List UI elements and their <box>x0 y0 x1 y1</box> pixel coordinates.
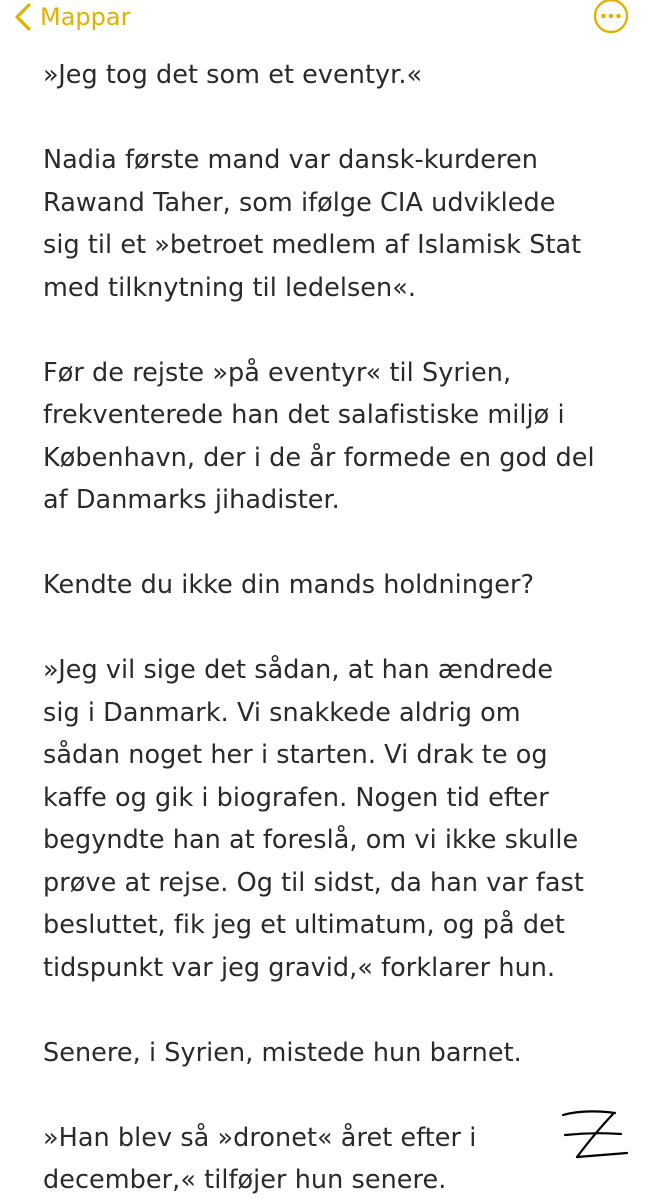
back-label: Mappar <box>40 3 131 31</box>
note-text-line: frekventerede han det salafistiske miljø i <box>43 400 565 430</box>
note-body[interactable] <box>43 54 643 1200</box>
navigation-bar <box>0 0 662 40</box>
note-paragraph <box>43 564 643 607</box>
handwritten-mark <box>555 1105 635 1169</box>
note-text-line: Før de rejste »på eventyr« til Syrien, <box>43 357 512 388</box>
ellipsis-circle-icon <box>593 0 629 34</box>
note-text-line: med tilknytning til ledelsen«. <box>43 272 417 303</box>
note-text-line: sig til et »betroet medlem af Islamisk Stat <box>43 230 582 260</box>
note-text-line: af Danmarks jihadister. <box>43 485 340 515</box>
more-options-button[interactable] <box>593 0 629 34</box>
note-text-line: »Jeg vil sige det sådan, at han ændrede <box>43 655 554 685</box>
note-text-line: Kendte du ikke din mands holdninger? <box>43 570 535 600</box>
back-button[interactable] <box>14 0 130 36</box>
note-text-line: »Jeg tog det som et eventyr.« <box>43 60 423 90</box>
note-text-line: sådan noget her i starten. Vi drak te og <box>43 740 548 770</box>
note-text-line: »Han blev så »dronet« året efter i <box>43 1122 477 1153</box>
note-paragraph <box>43 54 643 97</box>
note-text-line: tidspunkt var jeg gravid,« forklarer hun. <box>43 952 556 983</box>
chevron-left-icon <box>14 2 32 32</box>
note-text-line: december,« tilføjer hun senere. <box>43 1165 447 1195</box>
note-text-line: sig i Danmark. Vi snakkede aldrig om <box>43 697 521 728</box>
note-text-line: Rawand Taher, som ifølge CIA udviklede <box>43 187 556 218</box>
note-text-line: prøve at rejse. Og til sidst, da han var fast <box>43 867 584 898</box>
note-text-line: Nadia første mand var dansk-kurderen <box>43 145 538 175</box>
note-text-line: kaffe og gik i biografen. Nogen tid efter <box>43 782 549 813</box>
note-text-line: begyndte han at foreslå, om vi ikke skulle <box>43 825 579 855</box>
note-text-line: København, der i de år formede en god del <box>43 442 595 473</box>
note-paragraph <box>43 139 643 309</box>
note-text-line: Senere, i Syrien, mistede hun barnet. <box>43 1037 522 1068</box>
note-paragraph <box>43 352 643 522</box>
note-text-line: besluttet, fik jeg et ultimatum, og på det <box>43 910 565 940</box>
note-paragraph <box>43 649 643 989</box>
note-paragraph <box>43 1117 643 1200</box>
note-paragraph <box>43 1032 643 1075</box>
